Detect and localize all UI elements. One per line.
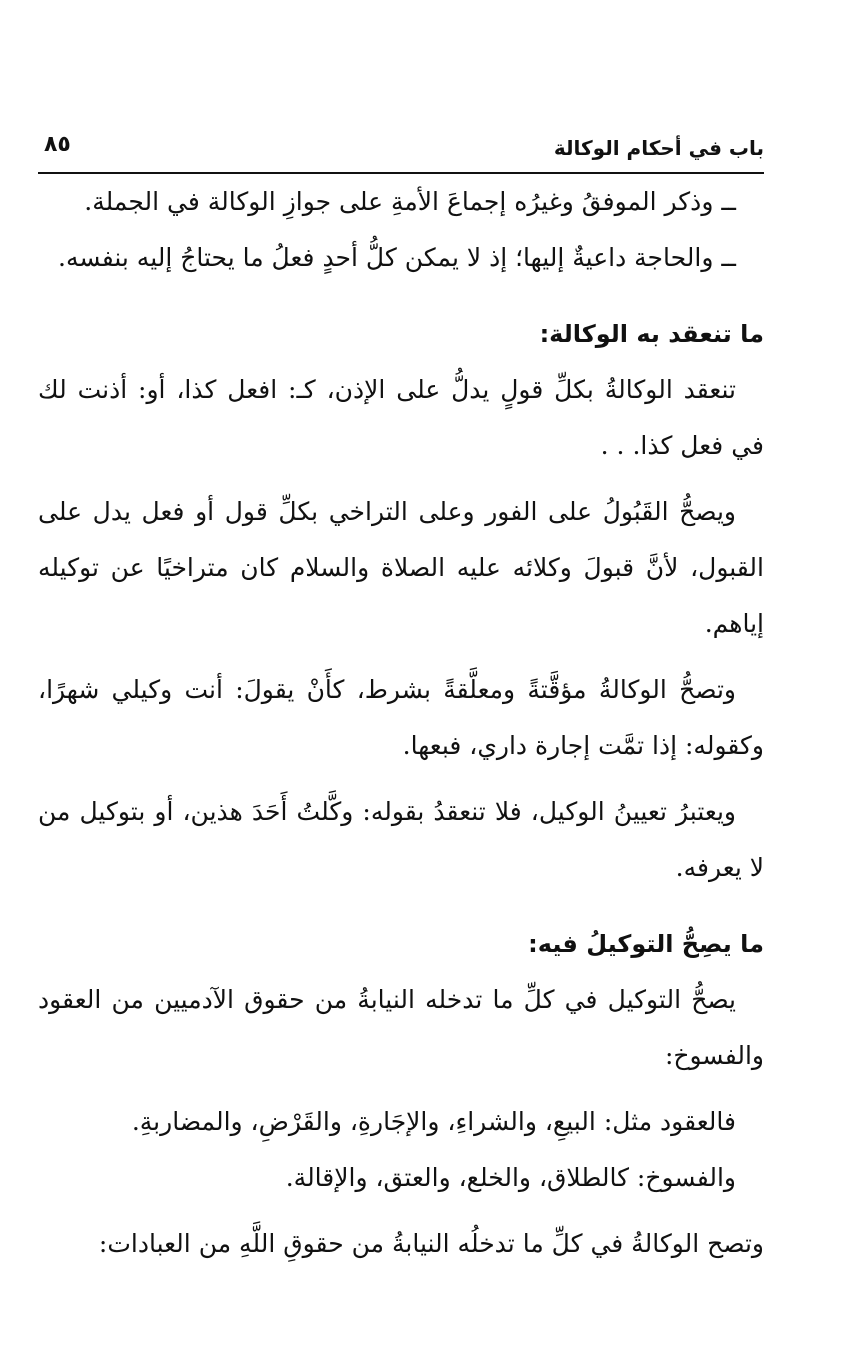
page-body: [38, 174, 764, 1272]
section-heading-scope: ما يصِحُّ التوكيلُ فيه:: [528, 930, 764, 958]
intro-line-consensus: ــ وذكر الموفقُ وغيرُه إجماعَ الأمةِ على جوازِ الوكالة في الجملة.: [84, 187, 736, 216]
paragraph-acceptance: ويصحُّ القَبُولُ على الفور وعلى التراخي بكلِّ قول أو فعل يدل على القبول، لأنَّ قبولَ وكلائه عليه الصلاة والسلام كان متراخيًا عن توكيله إياهم.: [38, 497, 764, 638]
intro-line-need: ــ والحاجة داعيةٌ إليها؛ إذ لا يمكن كلُّ أحدٍ فعلُ ما يحتاجُ إليه بنفسه.: [58, 243, 736, 272]
page-number: ٨٥: [44, 132, 71, 157]
paragraph-scope: يصحُّ التوكيل في كلِّ ما تدخله النيابةُ من حقوق الآدميين من العقود والفسوخ:: [38, 985, 764, 1070]
list-item-contracts: فالعقود مثل: البيعِ، والشراءِ، والإجَارةِ، والقَرْضِ، والمضاربةِ.: [131, 1107, 736, 1136]
paragraph-worship: وتصح الوكالةُ في كلِّ ما تدخلُه النيابةُ من حقوقِ اللَّهِ من العبادات:: [98, 1229, 764, 1258]
book-page: [38, 128, 764, 1272]
paragraph-conditional: وتصحُّ الوكالةُ مؤقَّتةً ومعلَّقةً بشرط، كأَنْ يقولَ: أنت وكيلي شهرًا، وكقوله: إذا تمَّت إجارة داري، فبعها.: [38, 675, 764, 760]
list-item-annulments: والفسوخ: كالطلاق، والخلع، والعتق، والإقالة.: [285, 1163, 736, 1192]
running-header: [38, 128, 764, 168]
paragraph-designation: ويعتبرُ تعيينُ الوكيل، فلا تنعقدُ بقوله: وكَّلتُ أَحَدَ هذين، أو بتوكيل من لا يعرفه.: [38, 797, 764, 882]
paragraph-formation: تنعقد الوكالةُ بكلِّ قولٍ يدلُّ على الإذن، كـ: افعل كذا، أو: أذنت لك في فعل كذا. . .: [38, 375, 764, 460]
running-title: باب في أحكام الوكالة: [553, 136, 764, 160]
section-heading-formation: ما تنعقد به الوكالة:: [539, 320, 764, 348]
